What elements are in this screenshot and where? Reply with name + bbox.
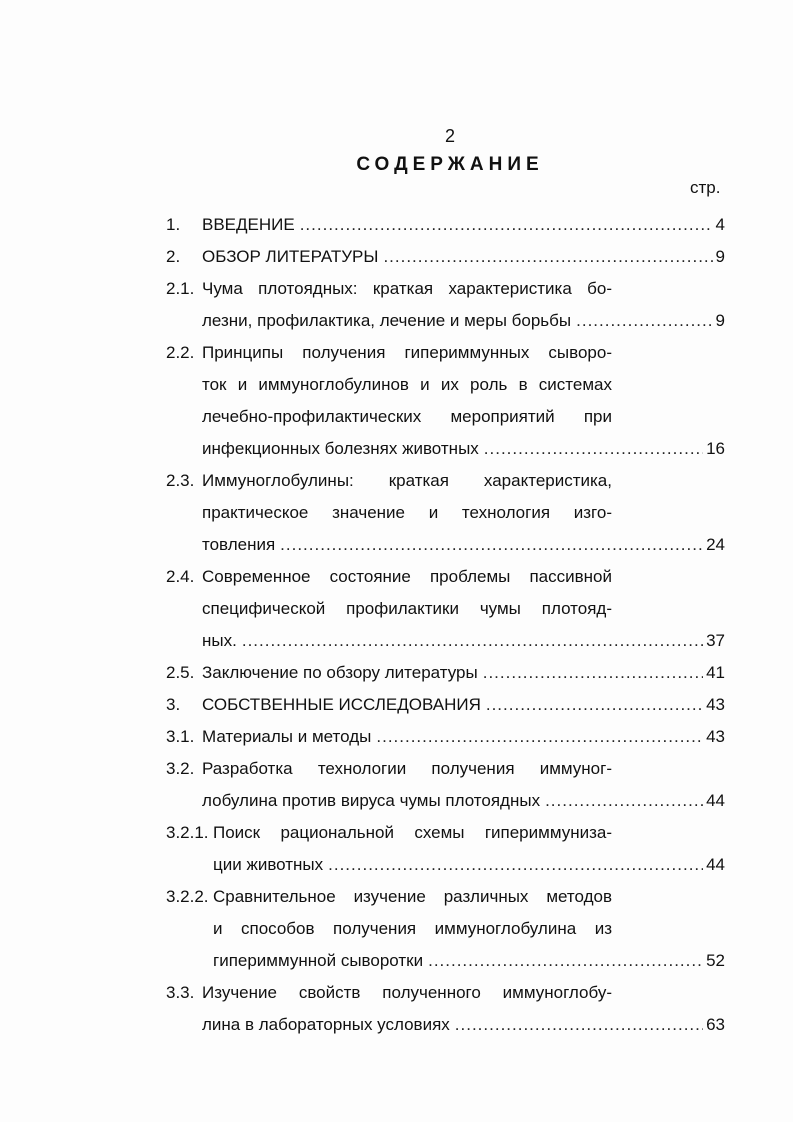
dot-leader: [486, 689, 703, 721]
toc-entry-page: 16: [706, 439, 725, 458]
toc-entry-text-line: Разработка технологии получения иммуног-: [202, 759, 612, 778]
toc-entry-page: 9: [715, 311, 725, 330]
toc-entry: [0, 337, 793, 465]
toc-entry-page: 9: [715, 247, 725, 266]
toc-entry-text-line: инфекционных болезнях животных: [202, 439, 479, 458]
toc-entry-text-line: ОБЗОР ЛИТЕРАТУРЫ: [202, 247, 379, 266]
toc-entry-page: 52: [706, 951, 725, 970]
dot-leader: [428, 945, 703, 977]
toc-entry-text-line: практическое значение и технология изго-: [202, 503, 612, 522]
toc-entry-number: 3.: [166, 695, 181, 714]
toc-entry-number: 3.2.2.: [166, 887, 209, 906]
toc-entry: [0, 977, 793, 1041]
toc-entry-page: 43: [706, 695, 725, 714]
dot-leader: [455, 1009, 703, 1041]
toc-entry-text-line: и способов получения иммуноглобулина из: [213, 919, 612, 938]
toc-entry: [0, 881, 793, 977]
dot-leader: [280, 529, 703, 561]
toc-entry-number: 3.1.: [166, 727, 195, 746]
toc-entry-last-line: [202, 241, 725, 273]
toc-entry-text-line: Изучение свойств полученного иммуноглобу-: [202, 983, 612, 1002]
dot-leader: [300, 209, 713, 241]
toc-entry-last-line: [213, 945, 725, 977]
toc-entry-text-line: Принципы получения гипериммунных сыворо-: [202, 343, 612, 362]
toc-entry-page: 37: [706, 631, 725, 650]
toc-entry: [0, 241, 793, 273]
toc-entry-text-line: Современное состояние проблемы пассивной: [202, 567, 612, 586]
dot-leader: [328, 849, 703, 881]
toc-entry-last-line: [213, 849, 725, 881]
toc-entry-number: 2.5.: [166, 663, 195, 682]
toc-entry-last-line: [202, 689, 725, 721]
toc-entry-text-line: лина в лабораторных условиях: [202, 1015, 450, 1034]
toc-entry-page: 63: [706, 1015, 725, 1034]
toc-entry: [0, 561, 793, 657]
toc-entry-text-line: Сравнительное изучение различных методов: [213, 887, 612, 906]
toc-entry-text-line: гипериммунной сыворотки: [213, 951, 424, 970]
toc-entry-page: 24: [706, 535, 725, 554]
dot-leader: [242, 625, 703, 657]
toc-entry-text-line: лобулина против вируса чумы плотоядных: [202, 791, 541, 810]
toc-entry-text-line: Заключение по обзору литературы: [202, 663, 478, 682]
toc-entry-last-line: [202, 625, 725, 657]
toc-entry-page: 4: [715, 215, 725, 234]
toc-entry: [0, 689, 793, 721]
toc-entry: [0, 465, 793, 561]
toc-entry: [0, 753, 793, 817]
toc-entry-last-line: [202, 1009, 725, 1041]
toc-entry-number: 3.3.: [166, 983, 195, 1002]
toc-entry-text-line: ВВЕДЕНИЕ: [202, 215, 295, 234]
toc-entry-text-line: Иммуноглобулины: краткая характеристика,: [202, 471, 612, 490]
toc-entry: [0, 657, 793, 689]
toc-entry-last-line: [202, 209, 725, 241]
toc-entry-text-line: лечебно-профилактических мероприятий при: [202, 407, 612, 426]
toc-entry: [0, 721, 793, 753]
dot-leader: [483, 657, 703, 689]
toc-entry-last-line: [202, 721, 725, 753]
toc-entry-text-line: ток и иммуноглобулинов и их роль в системах: [202, 375, 612, 394]
toc-entry-last-line: [202, 785, 725, 817]
toc-entry-text-line: СОБСТВЕННЫЕ ИССЛЕДОВАНИЯ: [202, 695, 481, 714]
toc-entry-text-line: ции животных: [213, 855, 324, 874]
toc-entry: [0, 817, 793, 881]
toc-entry-last-line: [202, 529, 725, 561]
toc-entry-page: 44: [706, 855, 725, 874]
toc-entry-text-line: Чума плотоядных: краткая характеристика бо-: [202, 279, 612, 298]
toc-entry-number: 3.2.: [166, 759, 195, 778]
toc-entry-number: 2.4.: [166, 567, 195, 586]
dot-leader: [545, 785, 703, 817]
toc-entry-text-line: лезни, профилактика, лечение и меры борьбы: [202, 311, 572, 330]
toc-entry-last-line: [202, 657, 725, 689]
toc-entry-number: 2.: [166, 247, 181, 266]
toc-entry-page: 41: [706, 663, 725, 682]
page-column-label: стр.: [690, 178, 721, 197]
toc-entry-number: 3.2.1.: [166, 823, 209, 842]
dot-leader: [576, 305, 712, 337]
toc-entry-number: 1.: [166, 215, 181, 234]
dot-leader: [376, 721, 703, 753]
page-title: СОДЕРЖАНИЕ: [356, 154, 544, 175]
toc-entry-number: 2.2.: [166, 343, 195, 362]
page-number: 2: [444, 126, 455, 146]
toc-entry: [0, 209, 793, 241]
toc-entry-number: 2.3.: [166, 471, 195, 490]
toc-entry-text-line: ных.: [202, 631, 237, 650]
toc-entry-text-line: специфической профилактики чумы плотояд-: [202, 599, 612, 618]
dot-leader: [383, 241, 712, 273]
toc-entry-number: 2.1.: [166, 279, 195, 298]
toc-entry: [0, 273, 793, 337]
toc-entry-page: 44: [706, 791, 725, 810]
toc-entry-text-line: Материалы и методы: [202, 727, 372, 746]
toc-entry-last-line: [202, 433, 725, 465]
toc-entry-text-line: Поиск рациональной схемы гипериммуниза-: [213, 823, 612, 842]
toc-entry-page: 43: [706, 727, 725, 746]
toc-entry-last-line: [202, 305, 725, 337]
table-of-contents: [0, 209, 793, 1041]
dot-leader: [484, 433, 703, 465]
toc-entry-text-line: товления: [202, 535, 276, 554]
